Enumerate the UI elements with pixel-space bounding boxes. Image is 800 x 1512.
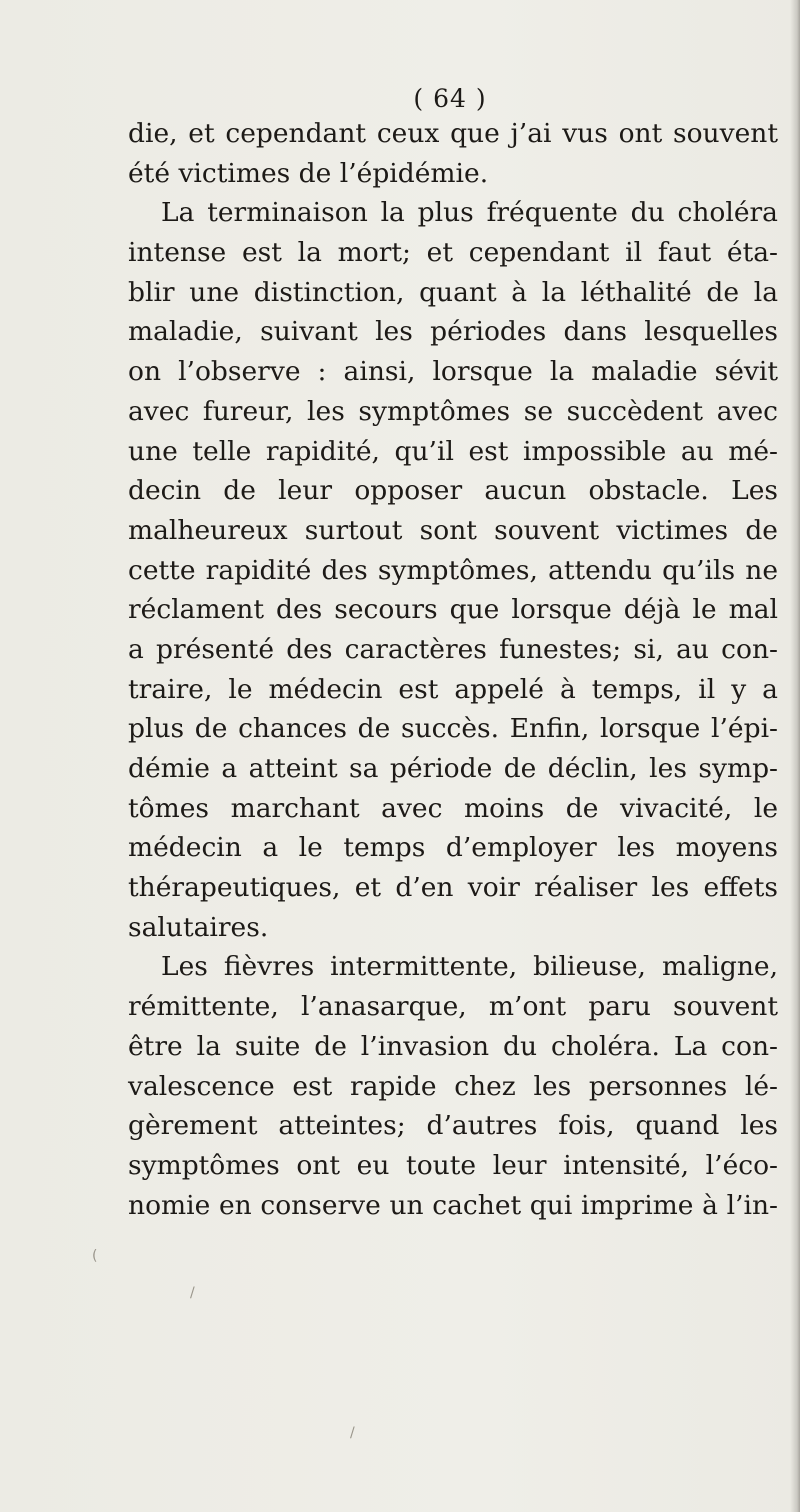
text-line: tômes marchant avec moins de vivacité, le [128,792,778,824]
text-line: on l’observe : ainsi, lorsque la maladie sévit [128,356,778,388]
text-line: decin de leur opposer aucun obstacle. Les [128,475,778,507]
text-line: maladie, suivant les périodes dans lesquelles [128,316,778,348]
text-line: été victimes de l’épidémie. [128,157,489,189]
text-line: traire, le médecin est appelé à temps, il y a [128,673,778,705]
text-line: salutaires. [128,911,269,943]
text-line: thérapeutiques, et d’en voir réaliser les effets [128,872,778,904]
text-line: a présenté des caractères funestes; si, au con- [128,633,778,665]
paper-speck: ( [92,1248,98,1264]
text-line: malheureux surtout sont souvent victimes de [128,514,778,546]
text-line: valescence est rapide chez les personnes lé- [128,1070,778,1102]
text-line: nomie en conserve un cachet qui imprime à l’in- [128,1189,778,1221]
paragraph-1 [128,114,778,193]
text-line: symptômes ont eu toute leur intensité, l’éco- [128,1149,778,1181]
text-line: être la suite de l’invasion du choléra. La con- [128,1030,778,1062]
text-line: die, et cependant ceux que j’ai vus ont souvent [128,118,778,149]
text-line: avec fureur, les symptômes se succèdent avec [128,395,778,427]
paper-speck: / [350,1425,355,1441]
text-line: cette rapidité des symptômes, attendu qu’ils ne [128,554,778,586]
text-line: Les fièvres intermittente, bilieuse, maligne, [161,951,778,983]
page-edge-shadow [790,0,800,1512]
text-line: réclament des secours que lorsque déjà le mal [128,594,778,626]
paragraph-2 [128,193,778,947]
text-line: médecin a le temps d’employer les moyens [128,832,778,864]
text-line: une telle rapidité, qu’il est impossible au mé- [128,435,778,467]
text-line: gèrement atteintes; d’autres fois, quand les [128,1110,778,1142]
text-line: plus de chances de succès. Enfin, lorsque l’épi- [128,713,778,745]
paragraph-3 [128,947,778,1225]
paper-speck: / [190,1285,195,1301]
text-line: blir une distinction, quant à la léthalité de la [128,276,778,308]
text-line: démie a atteint sa période de déclin, les symp- [128,753,778,784]
text-line: La terminaison la plus fréquente du choléra [161,197,778,229]
text-line: intense est la mort; et cependant il faut éta- [128,237,778,269]
body-text [128,114,778,1225]
page-number: ( 64 ) [413,84,487,113]
text-line: rémittente, l’anasarque, m’ont paru souvent [128,991,778,1023]
